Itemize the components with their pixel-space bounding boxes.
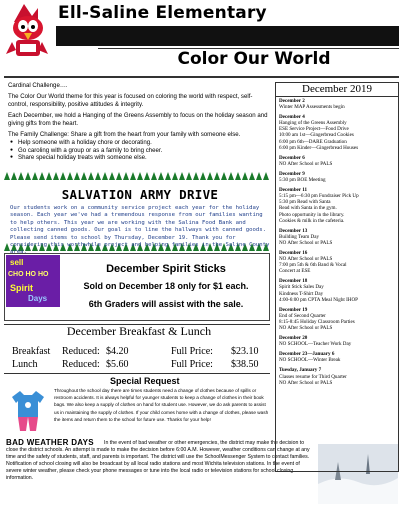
spirit-sticks-title: December Spirit Sticks (106, 263, 226, 275)
calendar-title-rule (276, 96, 398, 97)
list-item (279, 250, 397, 278)
image-word: Spirit (10, 283, 34, 293)
tree-icon (4, 172, 10, 180)
tree-icon (228, 172, 234, 180)
spacer (279, 386, 397, 390)
reduced-label: Reduced: (62, 359, 100, 370)
challenge-list (8, 139, 268, 161)
tree-icon (39, 172, 45, 180)
calendar-event: 7:00 pm 5th & 6th Band & Vocal (279, 262, 347, 269)
tree-icon (95, 172, 101, 180)
bad-weather-body: In the event of bad weather or other emergencies, the district may make the decision to close the district schools. An attempt is made to make the decision before 6:00 A.M. However, weather conditions can change at any time and the safety of students, staff, and parents is important. The district will use the SchoolMessenger System to contact families. Notification of school closing will also be broadcast by all local radio stations and most Wichita television stations. In the event of severe winter weather, please check your phone messages or tune into the local radio or television stations for school closing information. (6, 440, 310, 481)
intro-paragraph: Each December, we hold a Hanging of the Greens Assembly to focus on the holiday season and giving gifts from the heart. (8, 112, 268, 127)
tree-icon (207, 172, 213, 180)
family-challenge: The Family Challenge: Share a gift from the heart from your family with someone else. (8, 131, 241, 139)
calendar-event: Kindness T-Shirt Day (279, 290, 324, 297)
tree-icon (151, 172, 157, 180)
calendar-event: NO After School or PALS (279, 239, 333, 246)
list-item (279, 351, 397, 367)
tree-icon (130, 172, 136, 180)
calendar-event: Spirit Stick Sales Day (279, 284, 324, 291)
tree-icon (25, 172, 31, 180)
theme-title: Color Our World (177, 49, 331, 69)
calendar-title: December 2019 (302, 83, 372, 95)
tree-icon (263, 172, 269, 180)
reduced-price: $4.20 (106, 346, 129, 357)
calendar-event: 5:15 pm—6:30 pm Fundraiser Pick Up (279, 193, 359, 200)
calendar-date: Tuesday, January 7 (279, 367, 322, 374)
tree-icon (137, 172, 143, 180)
calendar-date: December 2 (279, 98, 305, 104)
calendar-date: December 9 (279, 170, 305, 177)
calendar-event: Read with Santa in the gym. (279, 205, 337, 212)
special-request-title: Special Request (110, 376, 180, 386)
spirit-sticks-date: Sold on December 18 only for $1 each. (83, 281, 249, 291)
calendar-date: December 20 (279, 335, 308, 342)
calendar-event: 6:00 pm Kinder—Gingerbread Houses (279, 144, 359, 151)
tree-icon (193, 172, 199, 180)
bad-weather-title: BAD WEATHER DAYS (6, 438, 94, 447)
salvation-army-title: SALVATION ARMY DRIVE (61, 187, 219, 202)
tree-icon (172, 172, 178, 180)
tree-icon (116, 172, 122, 180)
spirit-days-image (6, 255, 60, 307)
calendar-date: December 4 (279, 114, 305, 121)
header-bar (56, 26, 399, 46)
tree-icon (53, 172, 59, 180)
table-row (12, 359, 268, 370)
calendar-event: NO After School or PALS (279, 379, 333, 386)
tree-border-top (4, 172, 270, 180)
calendar-event: NO SCHOOL—Teacher Work Day (279, 341, 352, 348)
tree-icon (18, 172, 24, 180)
header-rule-bottom (4, 76, 399, 78)
reduced-label: Reduced: (62, 346, 100, 357)
calendar-event: Cookies & milk in the cafeteria. (279, 217, 345, 224)
special-request-body: Throughout the school day there are times students need a change of clothes because of spills or restroom accidents. It is always helpful for younger students to keep a change of clothes in their book bags. We also keep a supply of clothes on hand for student use. However, we do ask parents to assist us in maintaining the supply of clothes. If your child comes home with a change of clothes, please wash the items and return them to the school for future use. Thanks for your help! (54, 388, 269, 422)
list-item (279, 114, 397, 155)
calendar-date: December 19 (279, 306, 308, 313)
calendar-event: Classes resume for Third Quarter (279, 373, 347, 380)
tree-icon (249, 172, 255, 180)
list-item: ● Go caroling with a group or as a family to bring cheer. (8, 147, 268, 154)
tree-icon (32, 172, 38, 180)
tree-icon (165, 172, 171, 180)
calendar-event: NO After School or PALS (279, 325, 333, 331)
breakfast-lunch-title: December Breakfast & Lunch (66, 324, 212, 338)
list-item (279, 278, 397, 306)
list-item: ● Help someone with a holiday chore or decorating. (8, 139, 268, 146)
calendar-event: 10:00 am 1st—Gingerbread Cookies (279, 132, 354, 139)
calendar-event: Winter MAP Assessments begin (279, 104, 345, 111)
meal-name: Breakfast (12, 346, 51, 357)
table-row (12, 346, 268, 357)
calendar-date: December 16 (279, 249, 308, 256)
list-item (279, 98, 397, 114)
full-price: $23.10 (231, 346, 259, 357)
tree-icon (200, 172, 206, 180)
salvation-army-body: Our students work on a community service project each year for the holiday season. Each year we've had a tremendous response from our families wanting to help others. This year we are working with the Salina Food Bank and collecting canned goods. Our goal is to line the hallways with canned goods. Please send items to school by Thursday, December 19. Thank you for considering this worthwhile project and helping families in the Saline County area. (10, 205, 270, 256)
tree-icon (81, 172, 87, 180)
calendar-date: December 11 (279, 187, 308, 194)
tree-icon (67, 172, 73, 180)
tree-icon (214, 172, 220, 180)
calendar-event: Concert at ESE (279, 268, 311, 275)
calendar-date: December 6 (279, 154, 305, 161)
list-item (279, 187, 397, 228)
full-label: Full Price: (171, 346, 213, 357)
calendar-event: 6:00 pm 6th—DARE Graduation (279, 138, 347, 145)
calendar-list (279, 98, 397, 390)
full-label: Full Price: (171, 359, 213, 370)
image-word: sell (10, 258, 24, 267)
calendar-event: 5:30 pm Read with Santa (279, 199, 331, 206)
list-item (279, 367, 397, 389)
full-price: $38.50 (231, 359, 259, 370)
reduced-price: $5.60 (106, 359, 129, 370)
image-word: Days (28, 294, 48, 303)
calendar-event: Building Team Day (279, 233, 320, 240)
calendar-event: 8:15-8:45 Holiday Classroom Parties (279, 318, 355, 325)
tree-icon (158, 172, 164, 180)
tree-icon (235, 172, 241, 180)
intro-paragraph: The Color Our World theme for this year is focused on coloring the world with respect, self-control, responsibility, positive attitudes & integrity. (8, 93, 253, 108)
tree-icon (179, 172, 185, 180)
list-item (279, 155, 397, 171)
image-word: CHO HO HO (8, 271, 49, 278)
tree-icon (221, 172, 227, 180)
calendar-event: NO After School or PALS (279, 160, 333, 167)
calendar-date: December 18 (279, 278, 308, 285)
calendar-event: ESE Service Project—Food Drive (279, 126, 349, 133)
list-item (279, 307, 397, 335)
calendar-date: December 23—January 6 (279, 351, 335, 358)
tree-icon (88, 172, 94, 180)
intro-section (8, 82, 268, 162)
list-item (279, 171, 397, 187)
tree-icon (123, 172, 129, 180)
calendar-event: 5:30 pm BOE Meeting (279, 177, 326, 184)
intro-greeting: Cardinal Challenge…. (8, 82, 68, 89)
calendar-event: 4:00-6:00 pm CPTA Meal Night IHOP (279, 296, 358, 303)
tree-icon (74, 172, 80, 180)
list-item (279, 228, 397, 250)
tree-icon (60, 172, 66, 180)
tree-icon (256, 172, 262, 180)
school-name: Ell-Saline Elementary (58, 3, 267, 23)
calendar-event: NO After School or PALS (279, 256, 333, 263)
tree-icon (102, 172, 108, 180)
calendar-event: Photo opportunity in the library. (279, 211, 345, 218)
calendar-date: December 13 (279, 227, 308, 234)
spirit-sticks-note: 6th Graders will assist with the sale. (88, 299, 244, 309)
calendar-event: Hanging of the Greens Assembly (279, 120, 347, 127)
cardinal-mascot-icon (4, 2, 50, 60)
section-divider (4, 373, 270, 374)
tree-icon (11, 172, 17, 180)
clothes-icon (6, 383, 50, 433)
tree-icon (109, 172, 115, 180)
tree-icon (46, 172, 52, 180)
calendar-event: NO SCHOOL—Winter Break (279, 357, 341, 364)
tree-icon (242, 172, 248, 180)
tree-icon (186, 172, 192, 180)
list-item: ● Share special holiday treats with someone else. (8, 154, 268, 161)
meal-name: Lunch (12, 359, 38, 370)
list-item (279, 335, 397, 351)
tree-icon (144, 172, 150, 180)
calendar-event: End of Second Quarter (279, 312, 326, 319)
